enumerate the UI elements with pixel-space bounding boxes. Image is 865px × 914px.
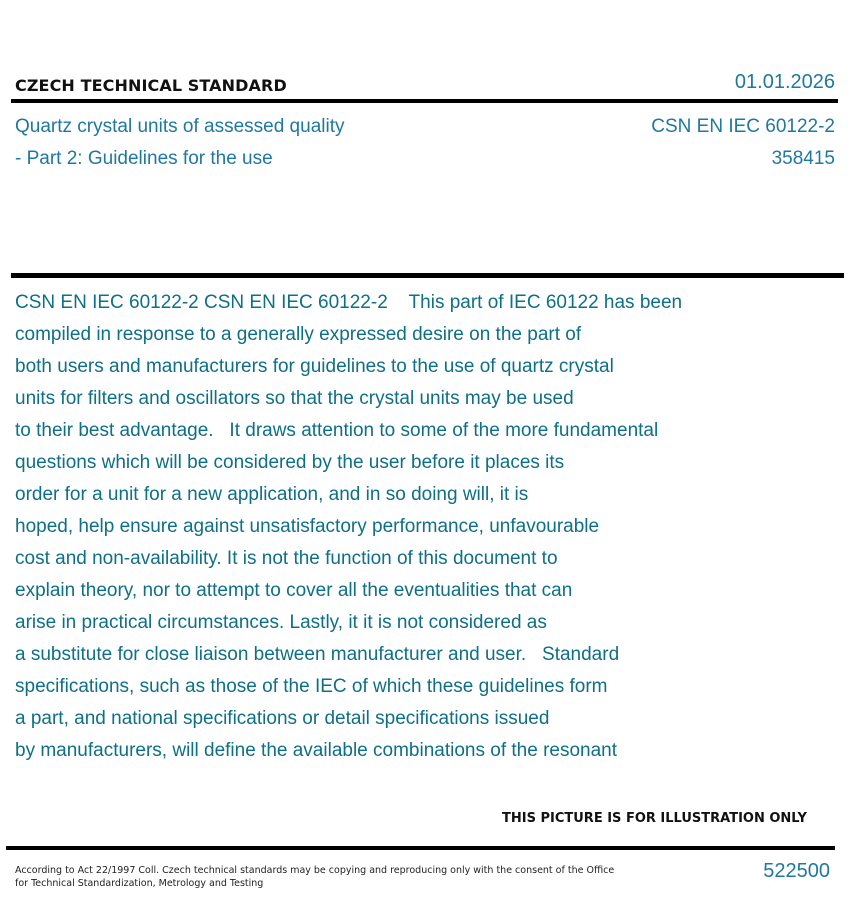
abstract-line: a substitute for close liaison between manufacturer and user. Standard — [15, 644, 620, 665]
document-type-heading: CZECH TECHNICAL STANDARD — [15, 76, 287, 95]
standard-title-line-1: Quartz crystal units of assessed quality — [15, 116, 345, 137]
abstract-line: a part, and national specifications or detail specifications issued — [15, 708, 550, 729]
legal-notice — [15, 864, 615, 890]
abstract-line: compiled in response to a generally expressed desire on the part of — [15, 324, 582, 345]
legal-notice-line-2: for Technical Standardization, Metrology and Testing — [15, 878, 264, 889]
content-divider — [11, 273, 844, 278]
catalog-number: 358415 — [771, 148, 835, 169]
abstract-line: arise in practical circumstances. Lastly, it it is not considered as — [15, 612, 547, 633]
abstract-line: CSN EN IEC 60122-2 CSN EN IEC 60122-2 This part of IEC 60122 has been — [15, 292, 683, 313]
effective-date: 01.01.2026 — [734, 71, 835, 93]
legal-notice-line-1: According to Act 22/1997 Coll. Czech technical standards may be copying and reproducing only with the consent of the Office — [15, 865, 615, 876]
abstract-line: by manufacturers, will define the available combinations of the resonant — [15, 740, 618, 761]
standard-title-line-2: - Part 2: Guidelines for the use — [15, 148, 273, 169]
abstract-line: both users and manufacturers for guidelines to the use of quartz crystal — [15, 356, 614, 377]
abstract-line: units for filters and oscillators so that the crystal units may be used — [15, 388, 574, 409]
abstract-line: cost and non-availability. It is not the function of this document to — [15, 548, 558, 569]
abstract-line: hoped, help ensure against unsatisfactory performance, unfavourable — [15, 516, 600, 537]
abstract-line: explain theory, nor to attempt to cover all the eventualities that can — [15, 580, 573, 601]
abstract-line: to their best advantage. It draws attention to some of the more fundamental — [15, 420, 659, 441]
abstract-line: questions which will be considered by the user before it places its — [15, 452, 565, 473]
abstract-line: specifications, such as those of the IEC of which these guidelines form — [15, 676, 608, 697]
abstract-text — [15, 287, 855, 767]
standard-code: CSN EN IEC 60122-2 — [651, 116, 835, 137]
footer-divider — [6, 846, 835, 850]
header-divider — [11, 99, 838, 103]
illustration-disclaimer: THIS PICTURE IS FOR ILLUSTRATION ONLY — [502, 811, 807, 826]
abstract-line: order for a unit for a new application, and in so doing will, it is — [15, 484, 529, 505]
product-code: 522500 — [763, 860, 830, 882]
